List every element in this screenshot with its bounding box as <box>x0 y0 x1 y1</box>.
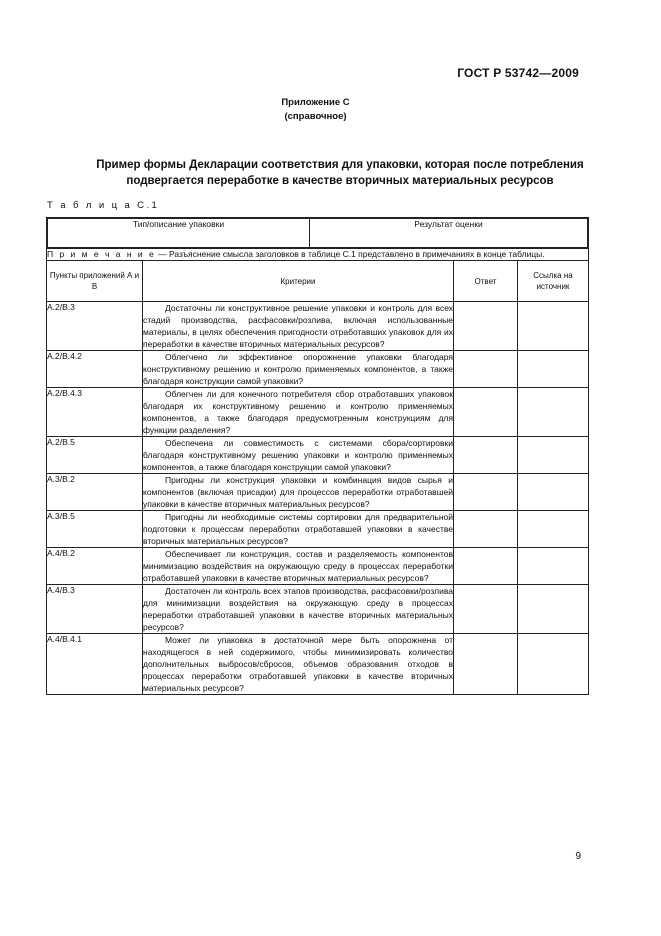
document-title-line1: Пример формы Декларации соответствия для упаковки, которая после потребления <box>96 159 584 171</box>
row-point: А.4/В.3 <box>47 585 143 634</box>
standard-number: ГОСТ Р 53742—2009 <box>457 66 579 80</box>
table-note-row <box>47 249 589 261</box>
row-reference-cell[interactable] <box>518 474 589 511</box>
column-header-criteria: Критерии <box>143 261 454 302</box>
row-criterion: Облегчен ли для конечного потребителя сбор отработавших упаковок благодаря их конструктивному решению и контролю применяемых компонентов, а также благодаря предусмотренным конструкциям для функции разделения? <box>143 389 453 435</box>
row-reference-cell[interactable] <box>518 351 589 388</box>
row-answer-cell[interactable] <box>454 302 518 351</box>
row-criterion: Обеспечивает ли конструкция, состав и разделяемость компонентов минимизацию воздействия на окружающую среду в процессах переработки отработавшей упаковки в качестве вторичных материальных ресурсов? <box>143 549 453 583</box>
row-reference-cell[interactable] <box>518 388 589 437</box>
row-point: А.2/В.4.3 <box>47 388 143 437</box>
row-answer-cell[interactable] <box>454 388 518 437</box>
row-reference-cell[interactable] <box>518 511 589 548</box>
column-header-points: Пункты приложений А и В <box>47 261 143 302</box>
declaration-table <box>46 217 589 695</box>
row-point: А.3/В.2 <box>47 474 143 511</box>
row-point: А.2/В.3 <box>47 302 143 351</box>
row-criterion: Пригодны ли необходимые системы сортировки для предварительной подготовки к процессам переработки отработавшей упаковки в качестве вторичных материальных ресурсов? <box>143 512 453 546</box>
row-answer-cell[interactable] <box>454 351 518 388</box>
column-header-answer: Ответ <box>454 261 518 302</box>
table-row <box>47 351 589 388</box>
table-top-header-row <box>47 218 589 249</box>
table-row <box>47 388 589 437</box>
row-answer-cell[interactable] <box>454 437 518 474</box>
row-criterion: Может ли упаковка в достаточной мере быть опорожнена от находящегося в ней содержимого, чтобы минимизировать количество дополнительных выбросов/сбросов, объемов образования отходов в процессах переработки отработавшей упаковки в качестве вторичных материальных ресурсов? <box>143 635 453 693</box>
row-reference-cell[interactable] <box>518 437 589 474</box>
table-row <box>47 548 589 585</box>
table-row <box>47 634 589 695</box>
row-reference-cell[interactable] <box>518 634 589 695</box>
table-row <box>47 474 589 511</box>
row-reference-cell[interactable] <box>518 302 589 351</box>
table-row <box>47 511 589 548</box>
row-criterion: Обеспечена ли совместимость с системами сбора/сортировки благодаря конструктивному решению упаковки и контролю применяемых компонентов, а также благодаря конструкции самой упаковки? <box>143 438 453 472</box>
appendix-heading <box>0 96 631 124</box>
row-point: А.4/В.4.1 <box>47 634 143 695</box>
table-row <box>47 437 589 474</box>
row-criterion: Достаточен ли контроль всех этапов производства, расфасовки/розлива для минимизации воздействия на окружающую среду в процессах переработки отработавшей упаковки в качестве вторичных материальных ресурсов? <box>143 586 453 632</box>
table-caption: Т а б л и ц а С.1 <box>47 200 160 211</box>
table-row <box>47 302 589 351</box>
document-title <box>60 157 620 189</box>
table-row <box>47 585 589 634</box>
appendix-subtitle: (справочное) <box>284 111 347 122</box>
row-reference-cell[interactable] <box>518 585 589 634</box>
note-text: — Разъяснение смысла заголовков в таблице С.1 представлено в примечаниях в конце таблицы. <box>155 249 545 259</box>
row-point: А.2/В.5 <box>47 437 143 474</box>
row-criterion: Пригодны ли конструкция упаковки и комбинация видов сырья и компонентов (включая присадки) для процессов переработки отработавшей упаковки в качестве вторичных материальных ресурсов? <box>143 475 453 509</box>
note-label: П р и м е ч а н и е <box>47 249 156 259</box>
row-answer-cell[interactable] <box>454 634 518 695</box>
row-criterion: Достаточны ли конструктивное решение упаковки и контроль для всех стадий производства, расфасовки/розлива, включая использованные материалы, в целях обеспечения пригодности отработавших упаковок для их переработки в качестве вторичных материальных ресурсов? <box>143 303 453 349</box>
document-title-line2: подвергается переработке в качестве вторичных материальных ресурсов <box>126 175 554 187</box>
row-answer-cell[interactable] <box>454 511 518 548</box>
column-header-row <box>47 261 589 302</box>
table-note <box>47 249 589 261</box>
row-reference-cell[interactable] <box>518 548 589 585</box>
row-answer-cell[interactable] <box>454 585 518 634</box>
packaging-type-header: Тип/описание упаковки <box>48 219 310 248</box>
appendix-title: Приложение С <box>281 97 350 108</box>
column-header-reference: Ссылка на источник <box>518 261 589 302</box>
row-point: А.3/В.5 <box>47 511 143 548</box>
row-answer-cell[interactable] <box>454 548 518 585</box>
row-criterion: Облегчено ли эффективное опорожнение упаковки благодаря конструктивному решению и контролю применяемых компонентов, а также благодаря конструкции самой упаковки? <box>143 352 453 386</box>
assessment-result-header: Результат оценки <box>310 219 588 248</box>
row-answer-cell[interactable] <box>454 474 518 511</box>
row-point: А.4/В.2 <box>47 548 143 585</box>
page-number: 9 <box>575 851 581 862</box>
row-point: А.2/В.4.2 <box>47 351 143 388</box>
